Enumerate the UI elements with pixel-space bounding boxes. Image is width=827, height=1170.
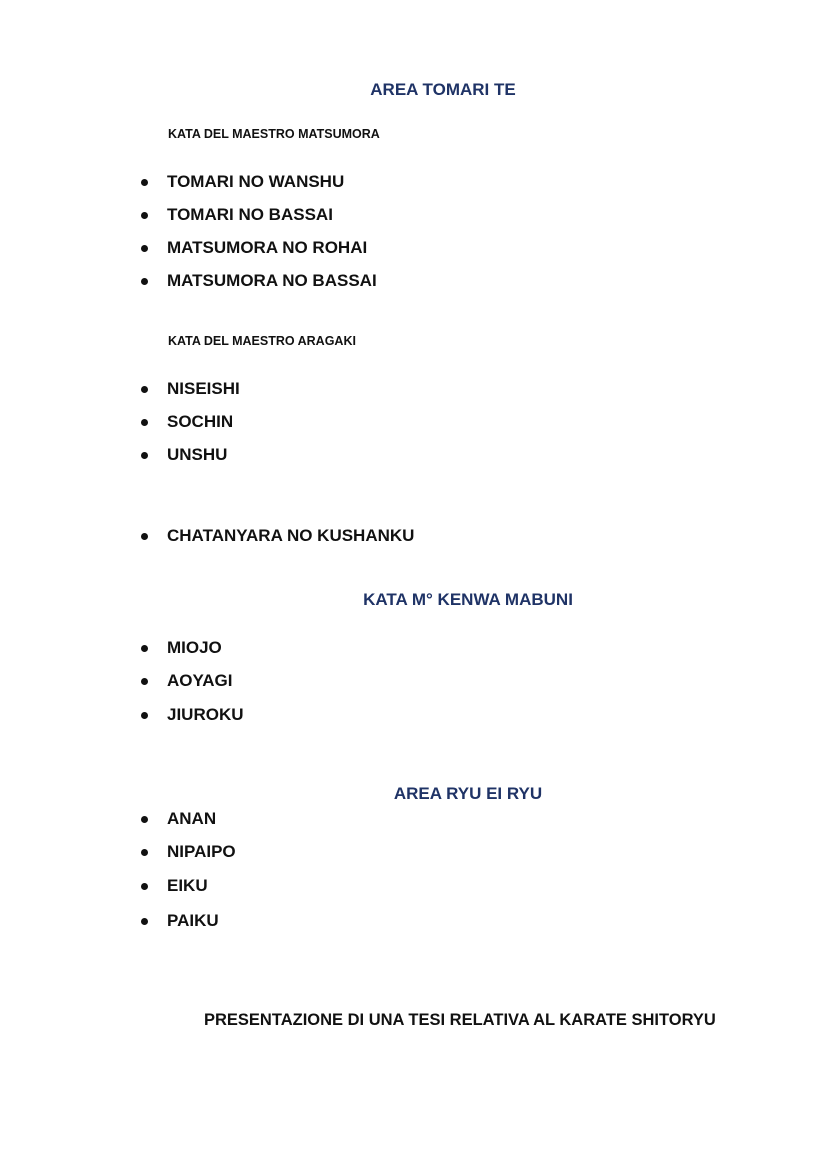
list-item-label: MIOJO bbox=[167, 638, 222, 657]
list-item-label: MATSUMORA NO ROHAI bbox=[167, 238, 368, 257]
bullet-icon bbox=[141, 278, 148, 285]
list-item bbox=[141, 875, 208, 897]
bullet-icon bbox=[141, 712, 148, 719]
list-item-label: NISEISHI bbox=[167, 379, 240, 398]
list-item bbox=[141, 171, 344, 193]
bullet-icon bbox=[141, 645, 148, 652]
section-title-ryuei: AREA RYU EI RYU bbox=[393, 784, 543, 803]
list-item bbox=[141, 237, 367, 259]
list-item-label: TOMARI NO BASSAI bbox=[167, 205, 333, 224]
list-item-label: CHATANYARA NO KUSHANKU bbox=[167, 526, 415, 545]
subtitle-matsumora: KATA DEL MAESTRO MATSUMORA bbox=[168, 127, 380, 141]
bullet-icon bbox=[141, 883, 148, 890]
list-item-label: PAIKU bbox=[167, 911, 219, 930]
list-item bbox=[141, 270, 377, 292]
bullet-icon bbox=[141, 678, 148, 685]
list-item-label: MATSUMORA NO BASSAI bbox=[167, 271, 377, 290]
list-item bbox=[141, 637, 222, 659]
section-title-tomari: AREA TOMARI TE bbox=[370, 80, 516, 99]
list-item bbox=[141, 670, 233, 692]
list-item bbox=[141, 444, 227, 466]
bullet-icon bbox=[141, 419, 148, 426]
list-item bbox=[141, 378, 240, 400]
list-item bbox=[141, 411, 233, 433]
bullet-icon bbox=[141, 533, 148, 540]
list-item-label: SOCHIN bbox=[167, 412, 234, 431]
bullet-icon bbox=[141, 245, 148, 252]
list-item-label: TOMARI NO WANSHU bbox=[167, 172, 345, 191]
bullet-icon bbox=[141, 816, 148, 823]
bullet-icon bbox=[141, 849, 148, 856]
subtitle-aragaki: KATA DEL MAESTRO ARAGAKI bbox=[168, 334, 356, 348]
list-item-label: ANAN bbox=[167, 809, 217, 828]
bullet-icon bbox=[141, 386, 148, 393]
list-item-label: AOYAGI bbox=[167, 671, 233, 690]
list-item bbox=[141, 841, 236, 863]
list-item-label: UNSHU bbox=[167, 445, 228, 464]
list-item bbox=[141, 808, 216, 830]
bullet-icon bbox=[141, 212, 148, 219]
bullet-icon bbox=[141, 179, 148, 186]
list-item bbox=[141, 910, 219, 932]
list-item bbox=[141, 204, 333, 226]
list-item-label: JIUROKU bbox=[167, 705, 244, 724]
list-item-label: NIPAIPO bbox=[167, 842, 236, 861]
bullet-icon bbox=[141, 452, 148, 459]
document-footer-title: PRESENTAZIONE DI UNA TESI RELATIVA AL KARATE SHITORYU bbox=[204, 1011, 716, 1029]
list-item-label: EIKU bbox=[167, 876, 208, 895]
bullet-icon bbox=[141, 918, 148, 925]
list-item bbox=[141, 704, 244, 726]
list-item bbox=[141, 525, 414, 547]
section-title-mabuni: KATA M° KENWA MABUNI bbox=[363, 590, 573, 609]
